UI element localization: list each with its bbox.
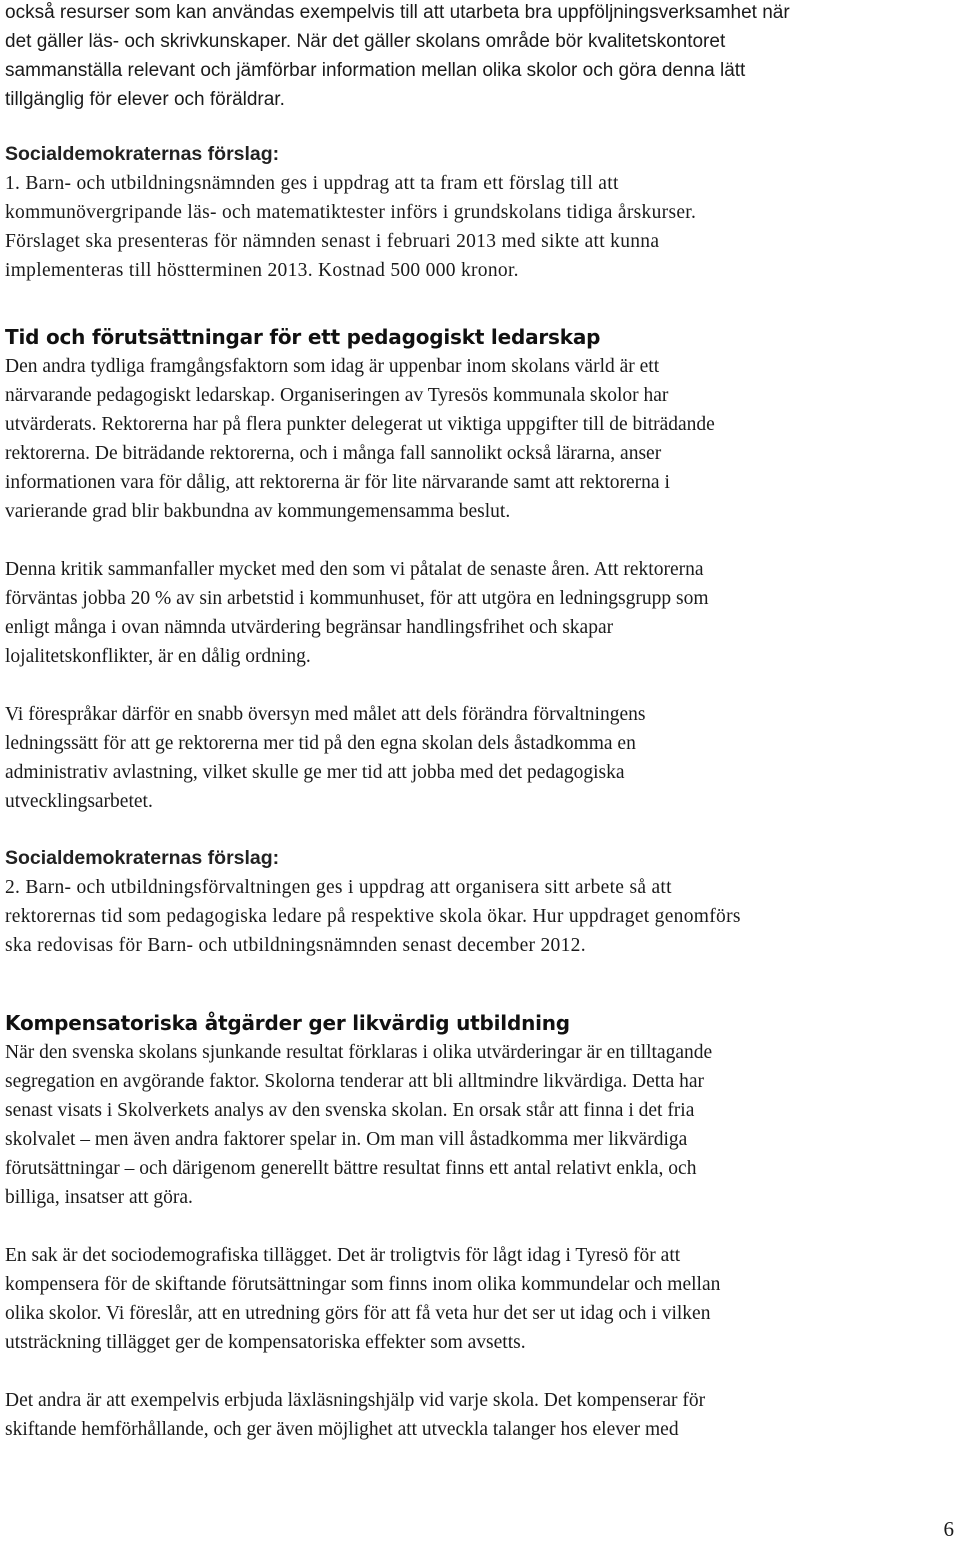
text-line: billiga, insatser att göra.: [5, 1187, 193, 1208]
text-line: olika skolor. Vi föreslår, att en utredning görs för att få veta hur det ser ut idag och i vilken: [5, 1303, 711, 1324]
text-line: kommunövergripande läs- och matematiktester införs i grundskolans tidiga årskurser.: [5, 202, 697, 223]
intro-paragraph: [5, 0, 953, 114]
text-line: Denna kritik sammanfaller mycket med den som vi påtalat de senaste åren. Att rektorerna: [5, 559, 704, 580]
text-line: enligt många i ovan nämnda utvärdering begränsar handlingsfrihet och skapar: [5, 617, 614, 638]
text-line: förutsättningar – och därigenom generellt bättre resultat finns ett antal relativt enkla, och: [5, 1158, 697, 1179]
proposal-block-2: [5, 844, 953, 960]
text-line: skiftande hemförhållande, och ger även möjlighet att utveckla talanger hos elever med: [5, 1419, 679, 1440]
section-compensation: [5, 1009, 953, 1444]
text-line: rektorernas tid som pedagogiska ledare på respektive skola ökar. Hur uppdraget genomförs: [5, 906, 741, 927]
text-line: Vi förespråkar därför en snabb översyn med målet att dels förändra förvaltningens: [5, 704, 646, 725]
section-heading: Kompensatoriska åtgärder ger likvärdig utbildning: [5, 1011, 570, 1035]
paragraph: [5, 352, 953, 526]
text-line: informationen vara för dålig, att rektorerna är för lite närvarande samt att rektorerna i: [5, 472, 670, 493]
paragraph: [5, 1386, 953, 1444]
proposal-block-1: [5, 140, 953, 285]
text-line: skolvalet – men även andra faktorer spelar in. Om man vill åstadkomma mer likvärdiga: [5, 1129, 688, 1150]
text-line: senast visats i Skolverkets analys av den svenska skolan. En orsak står att finna i det fria: [5, 1100, 695, 1121]
text-line: förväntas jobba 20 % av sin arbetstid i kommunhuset, för att utgöra en ledningsgrupp som: [5, 588, 709, 609]
text-line: När den svenska skolans sjunkande resultat förklaras i olika utvärderingar är en tilltagande: [5, 1042, 713, 1063]
section-leadership: [5, 323, 953, 816]
text-line: ledningssätt för att ge rektorerna mer tid på den egna skolan dels åstadkomma en: [5, 733, 636, 754]
text-line: tillgänglig för elever och föräldrar.: [5, 89, 285, 110]
text-line: det gäller läs- och skrivkunskaper. När det gäller skolans område bör kvalitetskontoret: [5, 31, 726, 52]
text-line: segregation en avgörande faktor. Skolorna tenderar att bli alltmindre likvärdiga. Detta har: [5, 1071, 705, 1092]
text-line: ska redovisas för Barn- och utbildningsnämnden senast december 2012.: [5, 935, 586, 956]
text-line: Det andra är att exempelvis erbjuda läxläsningshjälp vid varje skola. Det kompenserar för: [5, 1390, 706, 1411]
text-line: också resurser som kan användas exempelvis till att utarbeta bra uppföljningsverksamhet när: [5, 2, 790, 23]
document-page: [5, 0, 953, 1444]
paragraph: [5, 700, 953, 816]
text-line: implementeras till höstterminen 2013. Kostnad 500 000 kronor.: [5, 260, 519, 281]
text-line: närvarande pedagogiskt ledarskap. Organiseringen av Tyresös kommunala skolor har: [5, 385, 669, 406]
proposal-label: Socialdemokraternas förslag:: [5, 847, 280, 869]
text-line: 2. Barn- och utbildningsförvaltningen ges i uppdrag att organisera sitt arbete så att: [5, 877, 672, 898]
text-line: Den andra tydliga framgångsfaktorn som idag är uppenbar inom skolans värld är ett: [5, 356, 660, 377]
text-line: varierande grad blir bakbundna av kommungemensamma beslut.: [5, 501, 511, 522]
text-line: 1. Barn- och utbildningsnämnden ges i uppdrag att ta fram ett förslag till att: [5, 173, 619, 194]
text-line: En sak är det sociodemografiska tillägget. Det är troligtvis för lågt idag i Tyresö för att: [5, 1245, 681, 1266]
paragraph: [5, 1038, 953, 1212]
section-heading: Tid och förutsättningar för ett pedagogiskt ledarskap: [5, 325, 601, 349]
paragraph: [5, 555, 953, 671]
page-number: 6: [943, 1517, 954, 1541]
text-line: sammanställa relevant och jämförbar information mellan olika skolor och göra denna lätt: [5, 60, 746, 81]
paragraph: [5, 1241, 953, 1357]
text-line: administrativ avlastning, vilket skulle ge mer tid att jobba med det pedagogiska: [5, 762, 625, 783]
proposal-label: Socialdemokraternas förslag:: [5, 143, 280, 165]
text-line: lojalitetskonflikter, är en dålig ordning.: [5, 646, 311, 667]
text-line: kompensera för de skiftande förutsättningar som finns inom olika kommundelar och mellan: [5, 1274, 721, 1295]
text-line: rektorerna. De biträdande rektorerna, och i många fall sannolikt också lärarna, anser: [5, 443, 662, 464]
text-line: utsträckning tillägget ger de kompensatoriska effekter som avsetts.: [5, 1332, 526, 1353]
text-line: Förslaget ska presenteras för nämnden senast i februari 2013 med sikte att kunna: [5, 231, 660, 252]
text-line: utvärderats. Rektorerna har på flera punkter delegerat ut viktiga uppgifter till de biträdande: [5, 414, 715, 435]
text-line: utvecklingsarbetet.: [5, 791, 153, 812]
